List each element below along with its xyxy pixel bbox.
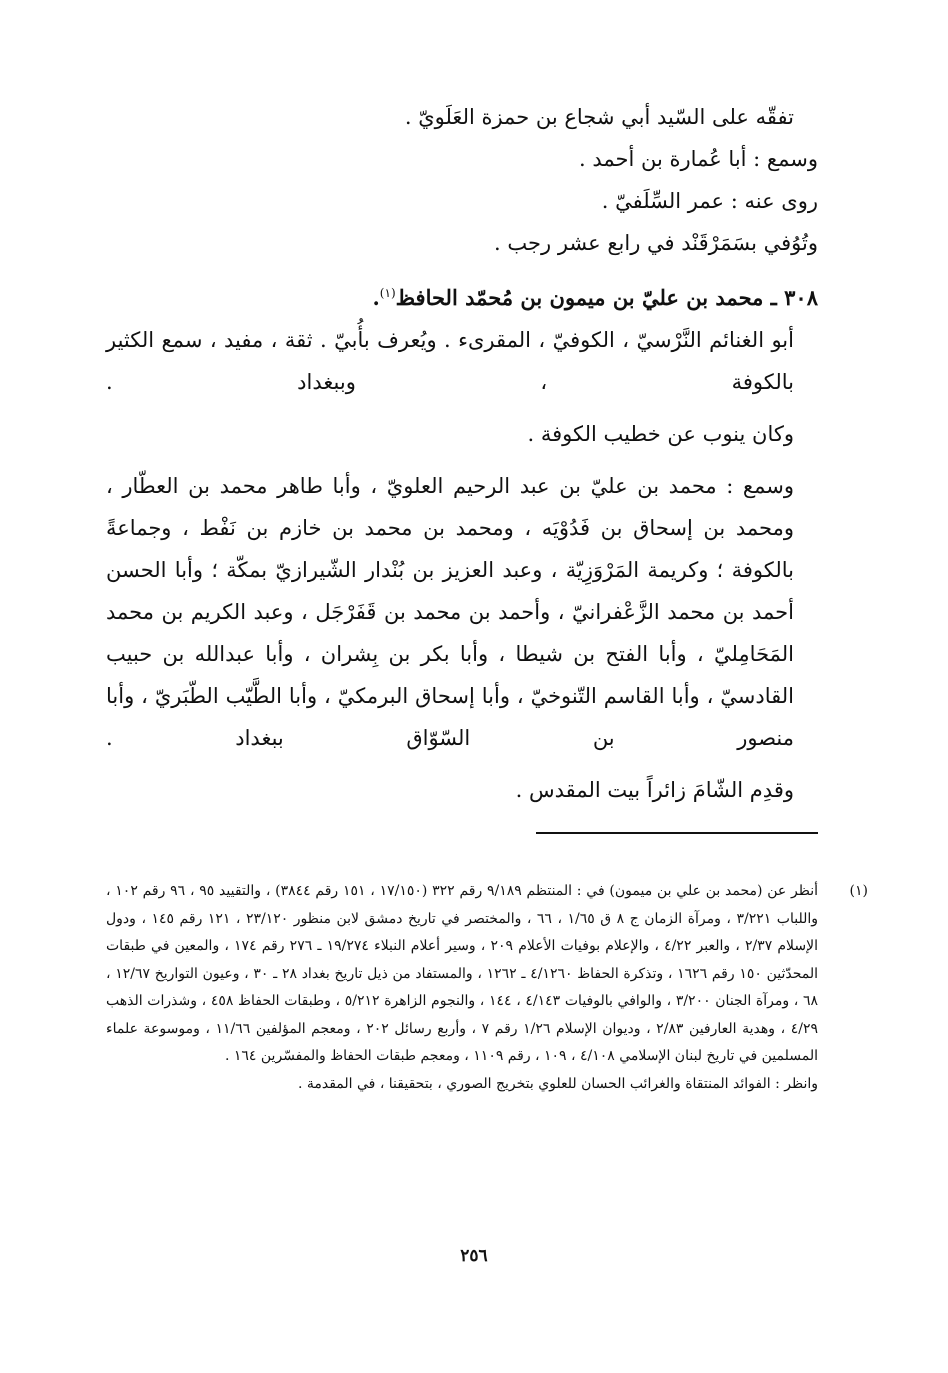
last-line: وقدِم الشّامَ زائراً بيت المقدس .	[515, 778, 794, 802]
khatib-line: وكان ينوب عن خطيب الكوفة .	[527, 422, 794, 446]
footnote-reference: (١)	[379, 286, 396, 300]
footnote-2-text: وانظر : الفوائد المنتقاة والغرائب الحسان للعلوي بتخريج الصوري ، بتحقيقنا ، في المقدمة .	[297, 1075, 818, 1092]
text-line-1: تفقّه على السّيد أبي شجاع بن حمزة العَلَويّ .	[404, 105, 794, 129]
intro-paragraph: أبو الغنائم النَّرْسيّ ، الكوفيّ ، المقرىء . ويُعرف بأُبيّ . ثقة ، مفيد ، سمع الكثير بالكوفة ، وببغداد .	[106, 328, 794, 394]
footnote-marker: (١)	[849, 883, 868, 899]
entry-heading-end: .	[372, 285, 380, 310]
entry-heading-text: ٣٠٨ ـ محمد بن عليّ بن ميمون بن مُحمّد الحافظ	[395, 285, 818, 310]
footnote-1	[106, 878, 868, 1071]
footnote-divider	[536, 832, 818, 834]
footnote-1-text: أنظر عن (محمد بن علي بن ميمون) في : المنتظم ٩/١٨٩ رقم ٣٢٢ (١٧/١٥٠ ، ١٥١ رقم ٣٨٤٤) ، والتقييد ٩٥ ، ٩٦ رقم ١٠٢ ، واللباب ٣/٢٢١ ، ومرآة الزمان ج ٨ ق ١/٦٥ ، ٦٦ ، والمختصر في تاريخ دمشق لابن منظور ٢٣/١٢٠ ، ١٢١ رقم ١٤٥ ، ودول الإسلام ٢/٣٧ ، والعبر ٤/٢٢ ، والإعلام بوفيات الأعلام ٢٠٩ ، وسير أعلام النبلاء ١٩/٢٧٤ ـ ٢٧٦ رقم ١٧٤ ، والمعين في طبقات المحدّثين ١٥٠ رقم ١٦٢٦ ، وتذكرة الحفاظ ٤/١٢٦٠ ـ ١٢٦٢ ، والمستفاد من ذيل تاريخ بغداد ٢٨ ـ ٣٠ ، وعيون التواريخ ١٢/٦٧ ، ٦٨ ، ومرآة الجنان ٣/٢٠٠ ، والوافي بالوفيات ٤/١٤٣ ، ١٤٤ ، والنجوم الزاهرة ٥/٢١٢ ، وطبقات الحفاظ ٤٥٨ ، وشذرات الذهب ٤/٢٩ ، وهدية العارفين ٢/٨٣ ، وديوان الإسلام ١/٢٦ رقم ٧ ، وأربع رسائل ٢٠٢ ، ومعجم المؤلفين ١١/٦٦ ، وموسوعة علماء المسلمين في تاريخ لبنان الإسلامي ٤/١٠٨ ، ١٠٩ ، رقم ١١٠٩ ، ومعجم طبقات الحفاظ والمفسّرين ١٦٤ .	[106, 883, 819, 1064]
teachers-paragraph: وسمع : محمد بن عليّ بن عبد الرحيم العلويّ ، وأبا طاهر محمد بن العطّار ، ومحمد بن إسحاق بن فَدُوْيَه ، ومحمد بن محمد بن خازم بن نَفْط ، وجماعةً بالكوفة ؛ وكريمة المَرْوَزِيّة ، وعبد العزيز بن بُنْدار الشّيرازيّ بمكّة ؛ وأبا الحسن أحمد بن محمد الزَّعْفرانيّ ، وأحمد بن محمد بن قَفَرْجَل ، وعبد الكريم بن محمد المَحَامِليّ ، وأبا الفتح بن شيطا ، وأبا بكر بن بِشران ، وأبا عبدالله بن حبيب القادسيّ ، وأبا القاسم التّنوخيّ ، وأبا إسحاق البرمكيّ ، وأبا الطَّيّب الطّبَريّ ، وأبا منصور بن السّوّاق ببغداد .	[106, 474, 794, 750]
page-number: ٢٥٦	[460, 1246, 488, 1266]
main-text-block	[106, 96, 818, 811]
text-line-3: روى عنه : عمر السِّلَفيّ .	[601, 189, 818, 213]
footnotes-block	[106, 878, 868, 1098]
entry-heading	[106, 272, 818, 319]
text-line-2: وسمع : أبا عُمارة بن أحمد .	[579, 147, 818, 171]
text-line-4: وتُوُفي بسَمَرْقَنْد في رابع عشر رجب .	[494, 231, 818, 255]
